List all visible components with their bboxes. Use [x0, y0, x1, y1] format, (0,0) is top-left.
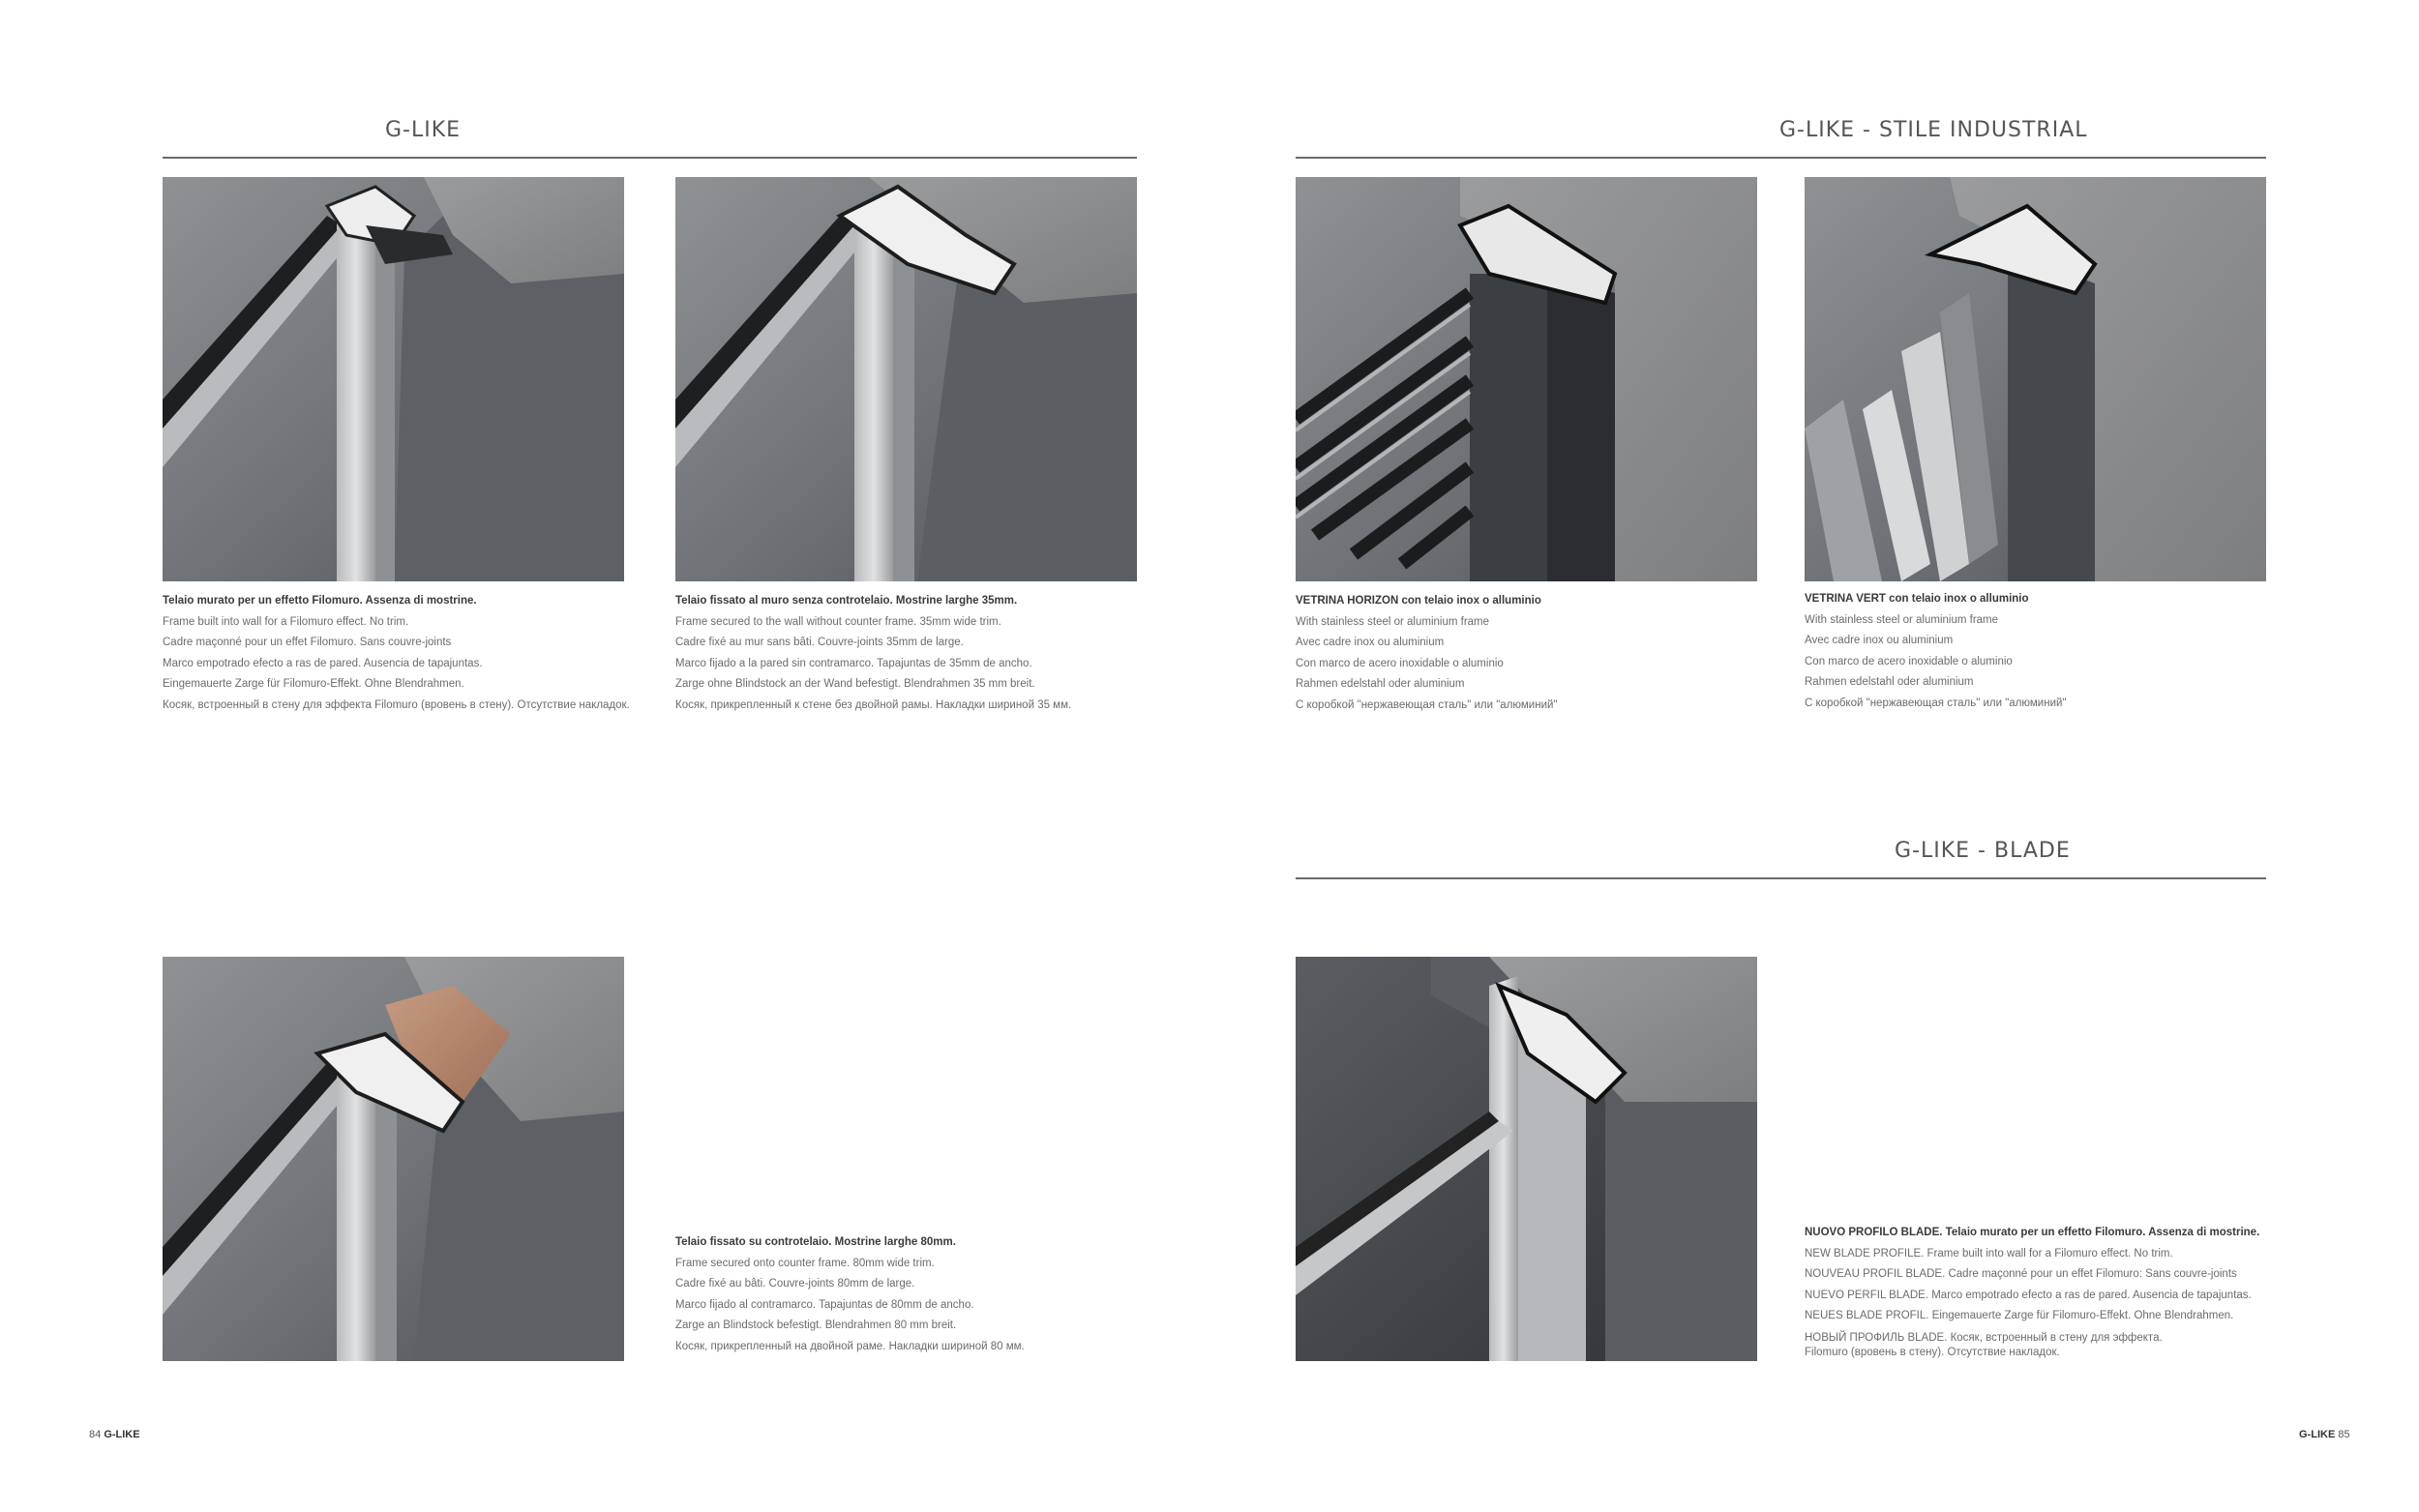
caption-line: Косяк, прикрепленный к стене без двойной рамы. Накладки шириной 35 мм.: [675, 698, 1072, 711]
product-photo-35mm-trim: [675, 177, 1137, 581]
caption-lead: Telaio murato per un effetto Filomuro. Assenza di mostrine.: [163, 595, 477, 607]
caption-line: NEUES BLADE PROFIL. Eingemauerte Zarge für Filomuro-Effekt. Ohne Blendrahmen.: [1805, 1310, 2234, 1322]
caption-line: NUEVO PERFIL BLADE. Marco empotrado efecto a ras de pared. Ausencia de tapajuntas.: [1805, 1289, 2252, 1301]
product-photo-vetrina-horizon: [1296, 177, 1757, 581]
product-photo-blade-profile: [1296, 957, 1757, 1361]
caption-line: Rahmen edelstahl oder aluminium: [1805, 676, 1974, 689]
caption-line: With stainless steel or aluminium frame: [1296, 615, 1490, 628]
caption-line: Marco empotrado efecto a ras de pared. Ausencia de tapajuntas.: [163, 657, 483, 669]
caption-35mm-trim: [675, 591, 1071, 717]
section-title-industrial: G-LIKE - STILE INDUSTRIAL: [1779, 118, 2088, 142]
caption-line: Косяк, прикрепленный на двойной раме. Накладки шириной 80 мм.: [675, 1340, 1025, 1352]
caption-line: Eingemauerte Zarge für Filomuro-Effekt. Ohne Blendrahmen.: [163, 678, 464, 691]
caption-lead: VETRINA VERT con telaio inox o alluminio: [1805, 593, 2029, 605]
caption-lead: Telaio fissato su controtelaio. Mostrine larghe 80mm.: [675, 1236, 956, 1248]
caption-lead: NUOVO PROFILO BLADE. Telaio murato per un effetto Filomuro. Assenza di mostrine.: [1805, 1227, 2260, 1238]
caption-line: Avec cadre inox ou aluminium: [1296, 637, 1445, 649]
caption-line: NEW BLADE PROFILE. Frame built into wall for a Filomuro effect. No trim.: [1805, 1247, 2173, 1260]
caption-line: С коробкой "нержавеющая сталь" или "алюминий": [1296, 698, 1558, 711]
caption-vetrina-horizon: [1296, 591, 1558, 717]
folio-label: G-LIKE: [2299, 1429, 2336, 1440]
caption-line: Frame secured to the wall without counter frame. 35mm wide trim.: [675, 615, 1001, 628]
caption-line: Filomuro (вровень в стену). Отсутствие накладок.: [1805, 1346, 2060, 1358]
caption-line: Zarge ohne Blindstock an der Wand befestigt. Blendrahmen 35 mm breit.: [675, 678, 1035, 691]
product-photo-80mm-trim: [163, 957, 624, 1361]
caption-line: NOUVEAU PROFIL BLADE. Cadre maçonné pour un effet Filomuro: Sans couvre-joints: [1805, 1268, 2237, 1281]
caption-line: Con marco de acero inoxidable o aluminio: [1296, 657, 1504, 669]
section-title-glike: G-LIKE: [385, 118, 462, 142]
product-photo-filomuro-frame: [163, 177, 624, 581]
page-number: 85: [2338, 1429, 2350, 1440]
caption-line: Rahmen edelstahl oder aluminium: [1296, 678, 1465, 691]
caption-line: Косяк, встроенный в стену для эффекта Filomuro (вровень в стену). Отсутствие накладок.: [163, 698, 630, 711]
caption-blade-profile: [1805, 1223, 2259, 1360]
caption-lead: VETRINA HORIZON con telaio inox o alluminio: [1296, 595, 1541, 607]
caption-line: Cadre fixé au bâti. Couvre-joints 80mm de large.: [675, 1278, 915, 1290]
caption-line: Cadre fixé au mur sans bâti. Couvre-joints 35mm de large.: [675, 637, 964, 649]
product-photo-vetrina-vert: [1805, 177, 2266, 581]
folio-left: [89, 1429, 140, 1440]
caption-line: Frame built into wall for a Filomuro effect. No trim.: [163, 615, 409, 628]
caption-line: Frame secured onto counter frame. 80mm wide trim.: [675, 1257, 935, 1269]
caption-vetrina-vert: [1805, 589, 2067, 715]
section-rule-glike: [163, 157, 1137, 159]
caption-line: НОВЫЙ ПРОФИЛЬ BLADE. Косяк, встроенный в стену для эффекта.: [1805, 1331, 2163, 1344]
caption-line: Marco fijado a la pared sin contramarco. Tapajuntas de 35mm de ancho.: [675, 657, 1032, 669]
caption-filomuro-frame: [163, 591, 630, 717]
caption-line: Avec cadre inox ou aluminium: [1805, 635, 1954, 647]
folio-label: G-LIKE: [104, 1429, 140, 1440]
caption-80mm-trim: [675, 1232, 1025, 1358]
caption-line: С коробкой "нержавеющая сталь" или "алюминий": [1805, 697, 2067, 709]
caption-lead: Telaio fissato al muro senza controtelaio. Mostrine larghe 35mm.: [675, 595, 1018, 607]
caption-line: With stainless steel or aluminium frame: [1805, 613, 1999, 626]
page-number: 84: [89, 1429, 102, 1440]
caption-line: Marco fijado al contramarco. Tapajuntas de 80mm de ancho.: [675, 1298, 974, 1311]
section-title-blade: G-LIKE - BLADE: [1895, 839, 2071, 863]
folio-right: [2299, 1429, 2350, 1440]
caption-line: Cadre maçonné pour un effet Filomuro. Sans couvre-joints: [163, 637, 452, 649]
caption-line: Con marco de acero inoxidable o aluminio: [1805, 655, 2013, 667]
caption-line: Zarge an Blindstock befestigt. Blendrahmen 80 mm breit.: [675, 1319, 957, 1332]
section-rule-industrial: [1296, 157, 2266, 159]
section-rule-blade: [1296, 877, 2266, 879]
